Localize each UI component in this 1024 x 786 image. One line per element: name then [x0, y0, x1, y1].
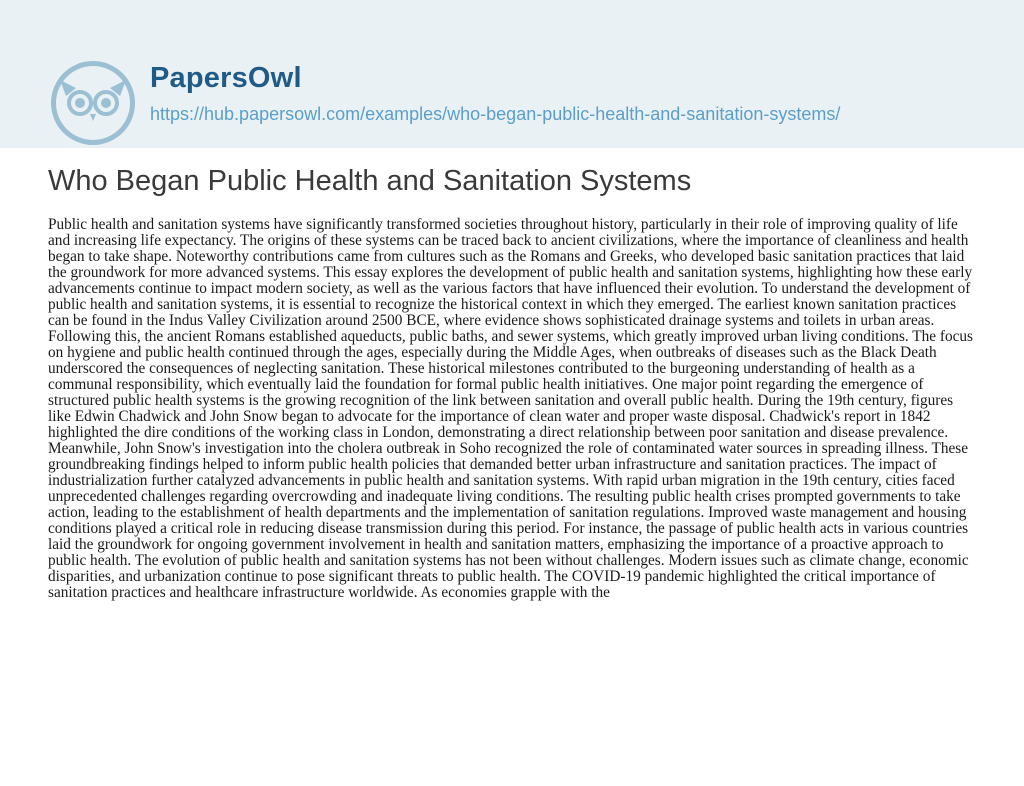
owl-logo-icon[interactable]	[48, 58, 138, 148]
source-url-link[interactable]: https://hub.papersowl.com/examples/who-began-public-health-and-sanitation-systems/	[150, 104, 841, 124]
brand-name[interactable]: PapersOwl	[150, 62, 302, 94]
document-body: Public health and sanitation systems have significantly transformed societies throughout history, particularly in their role of improving quality of life and increasing life expectancy. The origins of these systems can be traced back to ancient civilizations, where the importance of cleanliness and health began to take shape. Noteworthy contributions came from cultures such as the Romans and Greeks, who developed basic sanitation practices that laid the groundwork for more advanced systems. This essay explores the development of public health and sanitation systems, highlighting how these early advancements continue to impact modern society, as well as the various factors that have influenced their evolution. To understand the development of public health and sanitation systems, it is essential to recognize the historical context in which they emerged. The earliest known sanitation practices can be found in the Indus Valley Civilization around 2500 BCE, where evidence shows sophisticated drainage systems and toilets in urban areas. Following this, the ancient Romans established aqueducts, public baths, and sewer systems, which greatly improved urban living conditions. The focus on hygiene and public health continued through the ages, especially during the Middle Ages, when outbreaks of diseases such as the Black Death underscored the consequences of neglecting sanitation. These historical milestones contributed to the burgeoning understanding of health as a communal responsibility, which eventually laid the foundation for formal public health initiatives. One major point regarding the emergence of structured public health systems is the growing recognition of the link between sanitation and overall public health. During the 19th century, figures like Edwin Chadwick and John Snow began to advocate for the importance of clean water and proper waste disposal. Chadwick's report in 1842 highlighted the dire conditions of the working class in London, demonstrating a direct relationship between poor sanitation and disease prevalence. Meanwhile, John Snow's investigation into the cholera outbreak in Soho recognized the role of contaminated water sources in spreading illness. These groundbreaking findings helped to inform public health policies that demanded better urban infrastructure and sanitation practices. The impact of industrialization further catalyzed advancements in public health and sanitation systems. With rapid urban migration in the 19th century, cities faced unprecedented challenges regarding overcrowding and inadequate living conditions. The resulting public health crises prompted governments to take action, leading to the establishment of health departments and the implementation of sanitation regulations. Improved waste management and housing conditions played a critical role in reducing disease transmission during this period. For instance, the passage of public health acts in various countries laid the groundwork for ongoing government involvement in health and sanitation matters, emphasizing the importance of a proactive approach to public health. The evolution of public health and sanitation systems has not been without challenges. Modern issues such as climate change, economic disparities, and urbanization continue to pose significant threats to public health. The COVID-19 pandemic highlighted the critical importance of sanitation practices and healthcare infrastructure worldwide. As economies grapple with the	[48, 216, 974, 601]
document-title: Who Began Public Health and Sanitation Systems	[48, 165, 692, 197]
site-header	[0, 0, 1024, 148]
